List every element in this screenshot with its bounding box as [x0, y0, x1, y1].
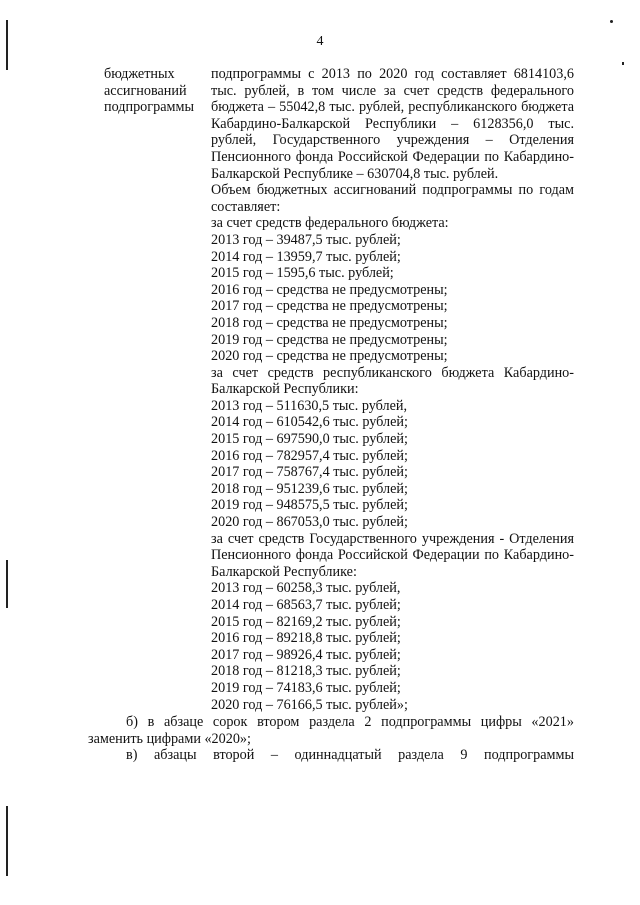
scan-dot-top-right [610, 20, 613, 23]
pension-year-line: 2015 год – 82169,2 тыс. рублей; [211, 613, 401, 630]
pension-year-line: 2017 год – 98926,4 тыс. рублей; [211, 646, 401, 663]
passport-label-line: подпрограммы [104, 99, 194, 116]
amendment-paragraph-b: б) в абзаце сорок втором раздела 2 подпрограммы цифры «2021» заменить цифрами «2020»; [88, 714, 574, 747]
republic-year-line: 2020 год – 867053,0 тыс. рублей; [211, 514, 408, 531]
passport-label-line: ассигнований [104, 82, 187, 99]
scan-dot-right [622, 62, 624, 65]
pension-year-line: 2018 год – 81218,3 тыс. рублей; [211, 663, 401, 680]
republic-year-line: 2015 год – 697590,0 тыс. рублей; [211, 431, 408, 448]
pension-year-line: 2013 год – 60258,3 тыс. рублей, [211, 580, 401, 597]
amendment-paragraph-v: в) абзацы второй – одиннадцатый раздела 9 подпрограммы [126, 747, 574, 764]
federal-year-line: 2020 год – средства не предусмотрены; [211, 348, 448, 365]
pension-year-line: 2016 год – 89218,8 тыс. рублей; [211, 630, 401, 647]
republic-year-line: 2017 год – 758767,4 тыс. рублей; [211, 464, 408, 481]
scan-edge-mark-middle [6, 560, 8, 608]
pension-year-line: 2014 год – 68563,7 тыс. рублей; [211, 597, 401, 613]
page-number: 4 [316, 34, 324, 49]
federal-year-line: 2016 год – средства не предусмотрены; [211, 281, 448, 298]
federal-heading: за счет средств федерального бюджета: [211, 215, 449, 232]
republic-heading: за счет средств республиканского бюджета Кабардино-Балкарской Республики: [211, 364, 574, 398]
federal-year-line: 2017 год – средства не предусмотрены; [211, 298, 448, 315]
pension-heading: за счет средств Государственного учреждения - Отделения Пенсионного фонда Российской Федерации по Кабардино-Балкарской Республике: [211, 530, 574, 580]
passport-content [208, 66, 574, 713]
scan-edge-mark-bottom [6, 806, 8, 876]
passport-label-line: бюджетных [104, 66, 175, 82]
federal-year-line: 2019 год – средства не предусмотрены; [211, 331, 448, 348]
republic-year-line: 2013 год – 511630,5 тыс. рублей, [211, 397, 408, 414]
funding-intro: подпрограммы с 2013 по 2020 год составляет 6814103,6 тыс. рублей, в том числе за счет средств федерального бюджета – 55042,8 тыс. рублей, республиканского бюджета Кабардино-Балкарской Республики – 6128356,0 тыс. рублей, Государственного учреждения – Отделения Пенсионного фонда Российской Федерации по Кабардино-Балкарской Республике – 630704,8 тыс. рублей. [211, 66, 574, 182]
federal-year-line: 2013 год – 39487,5 тыс. рублей; [211, 231, 401, 248]
pension-year-line: 2020 год – 76166,5 тыс. рублей»; [211, 696, 408, 713]
federal-year-line: 2014 год – 13959,7 тыс. рублей; [211, 248, 401, 265]
republic-year-line: 2016 год – 782957,4 тыс. рублей; [211, 447, 408, 464]
funding-by-years: Объем бюджетных ассигнований подпрограммы по годам составляет: [211, 182, 574, 215]
document-body [88, 66, 574, 764]
pension-year-line: 2019 год – 74183,6 тыс. рублей; [211, 679, 401, 696]
republic-year-line: 2018 год – 951239,6 тыс. рублей; [211, 480, 408, 497]
passport-label [104, 66, 208, 713]
republic-year-line: 2014 год – 610542,6 тыс. рублей; [211, 414, 408, 431]
passport-row [104, 66, 574, 713]
federal-year-line: 2015 год – 1595,6 тыс. рублей; [211, 265, 394, 282]
federal-year-line: 2018 год – средства не предусмотрены; [211, 314, 448, 331]
republic-year-line: 2019 год – 948575,5 тыс. рублей; [211, 497, 408, 514]
